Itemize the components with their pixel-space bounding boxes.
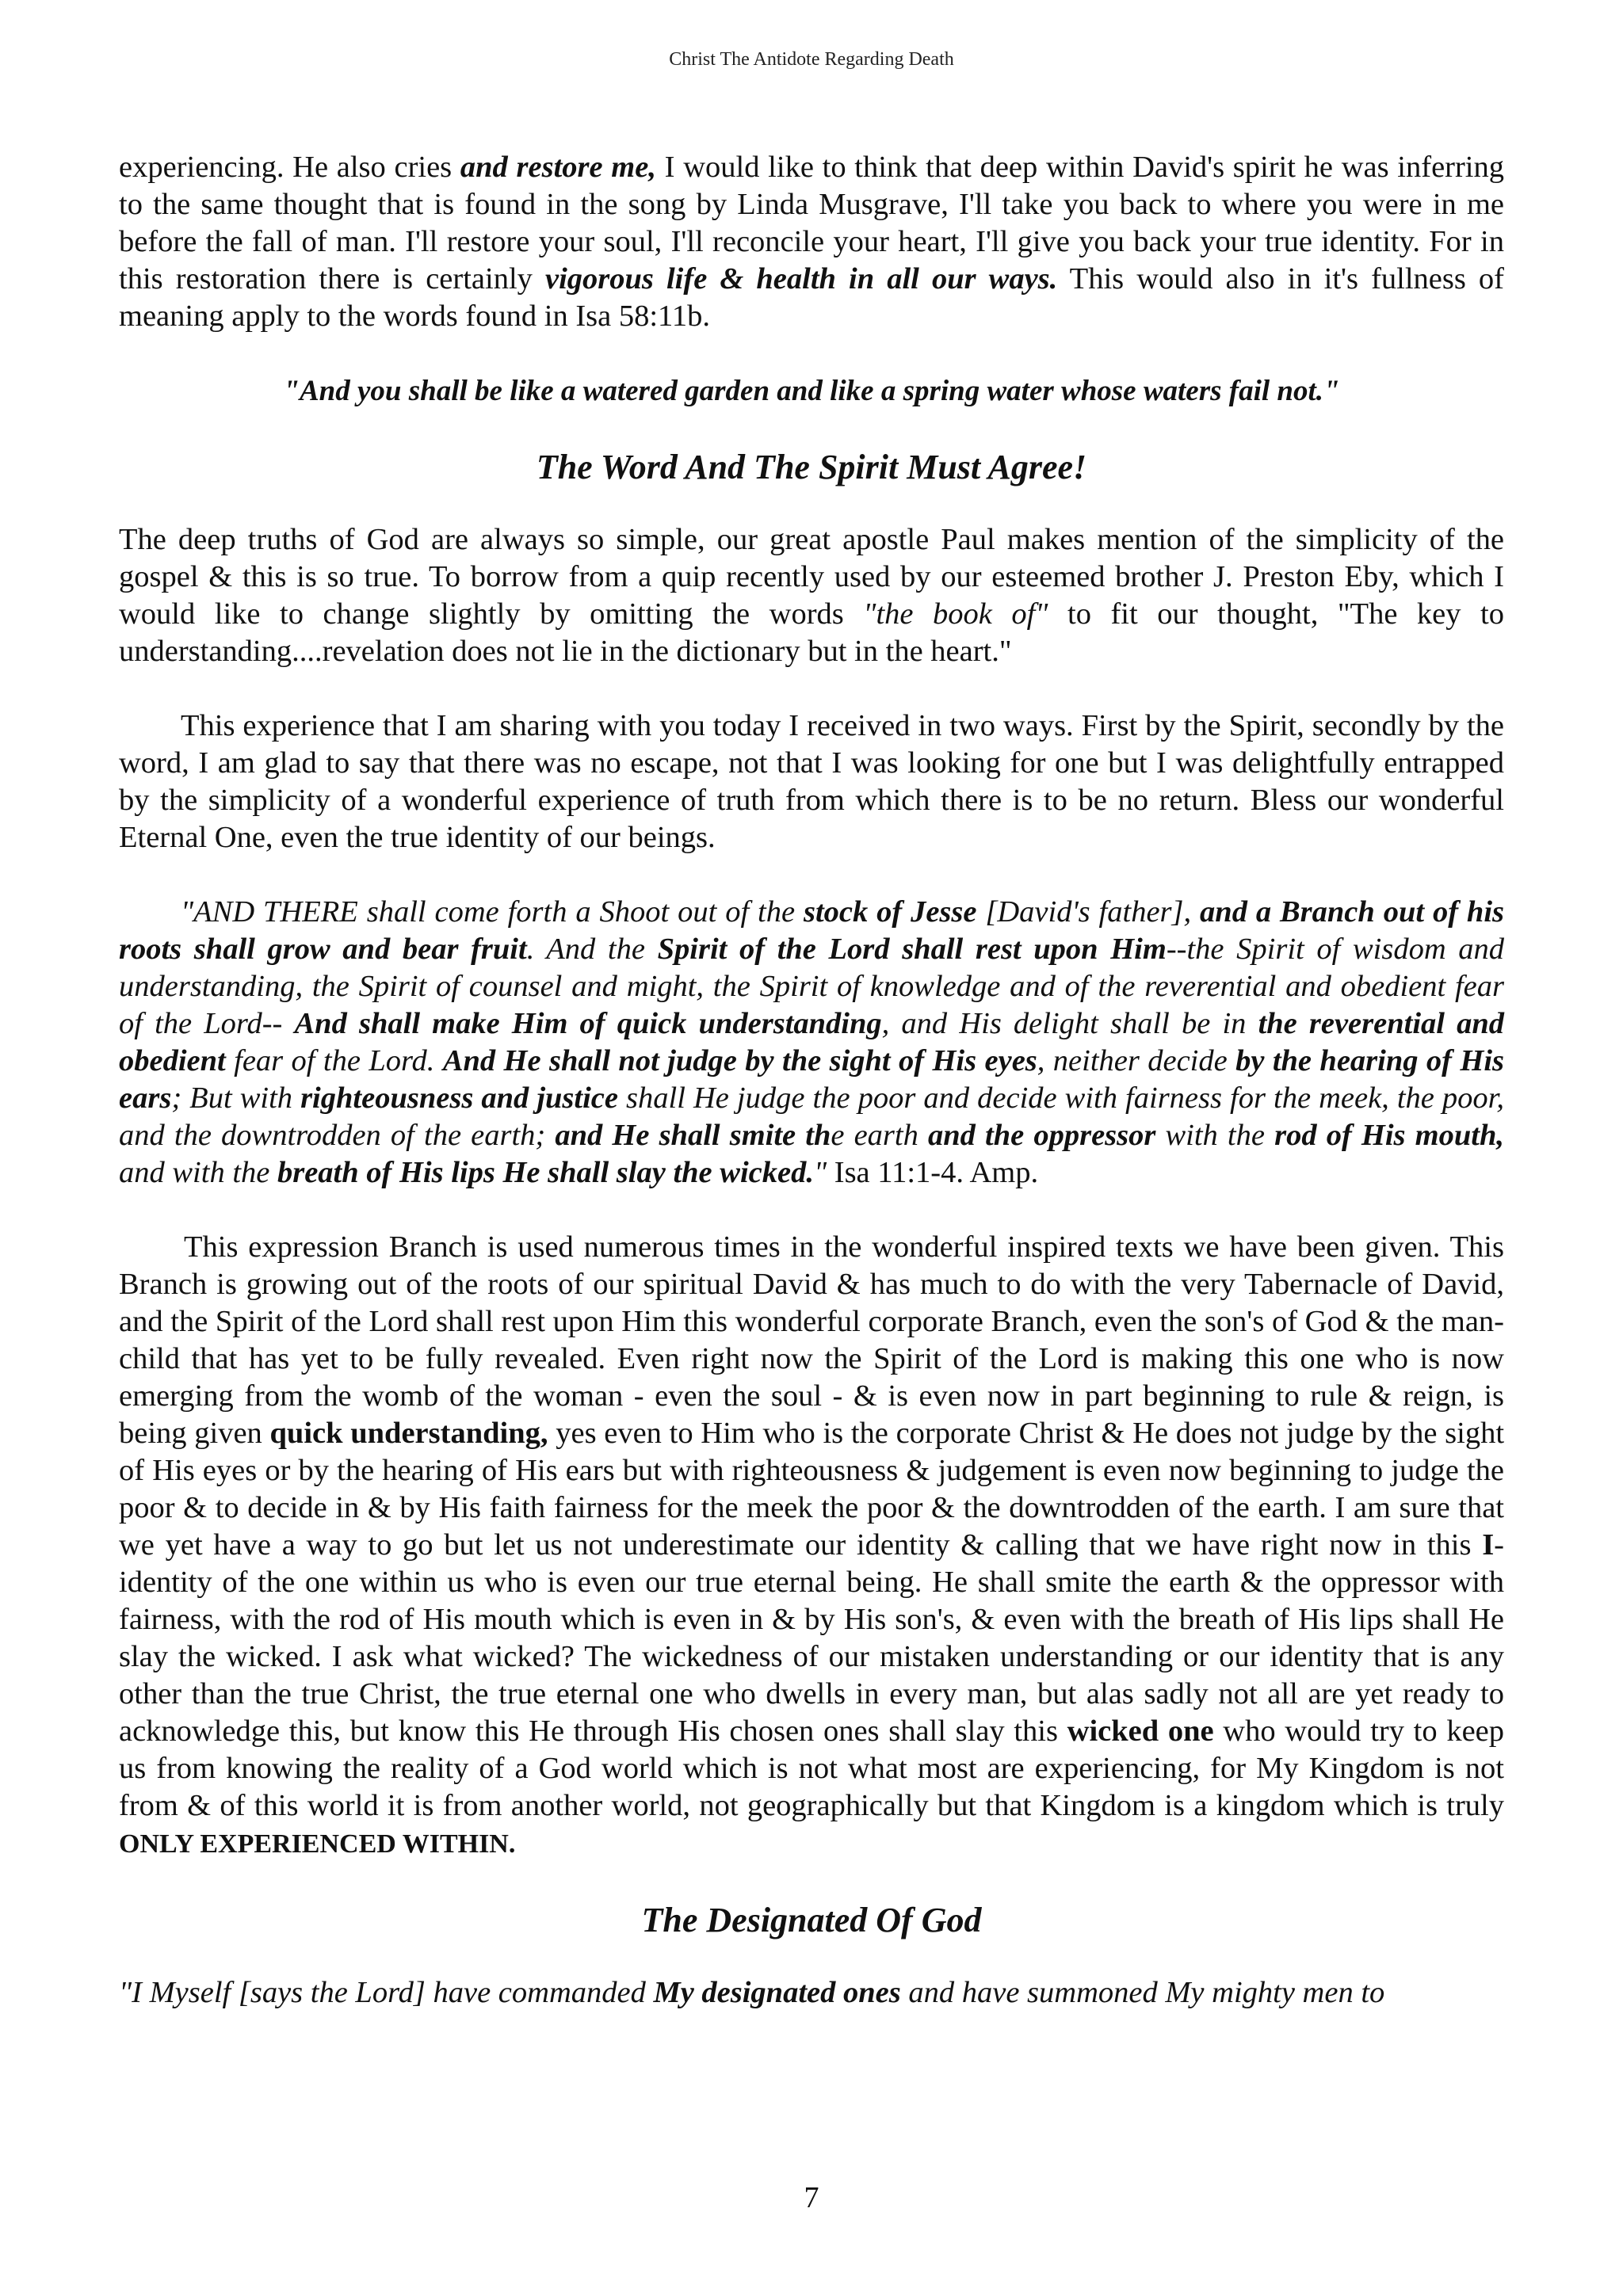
text-run: fear of the Lord. [225,1044,443,1077]
text-run: This would also in it's fullness of meaning apply to the words found in Isa 58:11b. [119,262,1504,333]
text-run: shall He judge the poor and decide with fairness for the meek, the poor, and the downtrodden of the earth; [119,1081,1505,1152]
text-run: e earth [831,1119,928,1152]
text-run: "I Myself [says the Lord] have commanded [119,1976,654,2009]
paragraph-branch [119,1229,1504,1863]
text-run: This expression Branch is used numerous times in the wonderful inspired texts we have been given. This Branch is growing out of the roots of our spiritual David & has much to do with the very Tabernacle of David, and the Spirit of the Lord shall rest upon Him this wonderful corporate Branch, even the son's of God & the man-child that has yet to be fully revealed. Even right now the Spirit of the Lord is making this one who is now emerging from the womb of the woman - even the soul - & is even now in part beginning to rule & reign, is being given [119,1230,1504,1450]
paragraph-deep-truths [119,521,1504,670]
text-run: and with the [119,1156,277,1189]
emphasis-run: righteousness and justice [300,1081,618,1115]
text-run: I would like to think that deep within David's spirit he was inferring to the same thought that is found in the song by Linda Musgrave, I'll take you back to where you were in me before the fall of man. I'll restore your soul, I'll reconcile your heart, I'll give you back your true identity. For in this restoration there is certainly [119,151,1504,296]
paragraph-restoration [119,149,1504,335]
emphasis-run: And shall make Him of quick understanding [294,1007,882,1040]
text-run: -identity of the one within us who is even our true eternal being. He shall smite the earth & the oppressor with fairness, with the rod of His mouth which is even in & by His son's, & even with the breath of His lips shall He slay the wicked. I ask what wicked? The wickedness of our mistaken understanding or our identity that is any other than the true Christ, the true eternal one who dwells in every man, but alas sadly not all are yet ready to acknowledge this, but know this He through His chosen ones shall slay this [119,1528,1504,1748]
document-body [119,149,1504,2012]
section-heading-designated: The Designated Of God [641,1901,982,1939]
emphasis-run: by the hearing of His ears [119,1044,1505,1115]
emphasis-run: My designated ones [653,1976,901,2009]
text-run: , neither decide [1037,1044,1236,1077]
text-run: --the Spirit of wisdom and understanding, the Spirit of counsel and might, the Spirit of knowledge and of the reverential and obedient fear of the Lord-- [119,933,1505,1040]
emphasis-run: and restore me, [460,151,656,184]
text-run: [David's father], [976,895,1201,929]
scripture-quote-isa-11 [119,894,1504,1192]
text-run: . And the [526,933,658,966]
emphasis-run: quick understanding, [269,1417,548,1450]
emphasis-run: I [1482,1528,1495,1562]
scripture-quote-designated [119,1974,1504,2012]
text-run: to fit our thought, "The key to understanding....revelation does not lie in the dictionary but in the heart." [119,597,1504,668]
emphasis-run: and He shall smite th [555,1119,831,1152]
emphasis-run: rod of His mouth, [1274,1119,1504,1152]
text-run: , and His delight shall be in [881,1007,1258,1040]
running-header: Christ The Antidote Regarding Death [669,49,954,70]
scripture-quote-isa-58: "And you shall be like a watered garden and like a spring water whose waters fail not." [283,375,1340,407]
scripture-reference: Isa 11:1-4. Amp. [827,1156,1039,1189]
text-run: experiencing. He also cries [119,151,460,184]
section-heading-word-and-spirit: The Word And The Spirit Must Agree! [536,448,1087,486]
emphasis-run: vigorous life & health in all our ways. [544,262,1058,296]
text-run: " [813,1156,827,1189]
emphasis-run: wicked one [1067,1714,1214,1748]
emphasis-run: stock of Jesse [803,895,977,929]
text-run: with the [1155,1119,1275,1152]
text-run: and have summoned My mighty men to [900,1976,1385,2009]
emphasis-run: breath of His lips He shall slay the wicked. [277,1156,814,1189]
emphasis-run: ONLY EXPERIENCED WITHIN. [119,1829,516,1859]
text-run: "AND THERE shall come forth a Shoot out of the [181,895,804,929]
text-run: who would try to keep us from knowing the reality of a God world which is not what most are experiencing, for My Kingdom is not from & of this world it is from another world, not geographically but that Kingdom is a kingdom which is truly [119,1714,1504,1822]
emphasis-run: the reverential and obedient [119,1007,1505,1077]
text-run: The deep truths of God are always so simple, our great apostle Paul makes mention of the simplicity of the gospel & this is so true. To borrow from a quip recently used by our esteemed brother J. Preston Eby, which I would like to change slightly by omitting the words [119,523,1504,631]
text-run: ; But with [171,1081,301,1115]
page-number: 7 [804,2181,819,2214]
emphasis-run: And He shall not judge by the sight of His eyes [442,1044,1037,1077]
paragraph-experience: This experience that I am sharing with you today I received in two ways. First by the Spirit, secondly by the word, I am glad to say that there was no escape, not that I was looking for one but I was delightfully entrapped by the simplicity of a wonderful experience of truth from which there is to be no return. Bless our wonderful Eternal One, even the true identity of our beings. [119,709,1504,854]
italic-run: "the book of" [863,597,1048,631]
emphasis-run: and the oppressor [927,1119,1156,1152]
emphasis-run: and a Branch out of his roots shall grow and bear fruit [119,895,1504,966]
emphasis-run: Spirit of the Lord shall rest upon Him [657,933,1167,966]
text-run: yes even to Him who is the corporate Christ & He does not judge by the sight of His eyes or by the hearing of His ears but with righteousness & judgement is even now beginning to judge the poor & to decide in & by His faith fairness for the meek the poor & the downtrodden of the earth. I am sure that we yet have a way to go but let us not underestimate our identity & calling that we have right now in this [119,1417,1505,1562]
